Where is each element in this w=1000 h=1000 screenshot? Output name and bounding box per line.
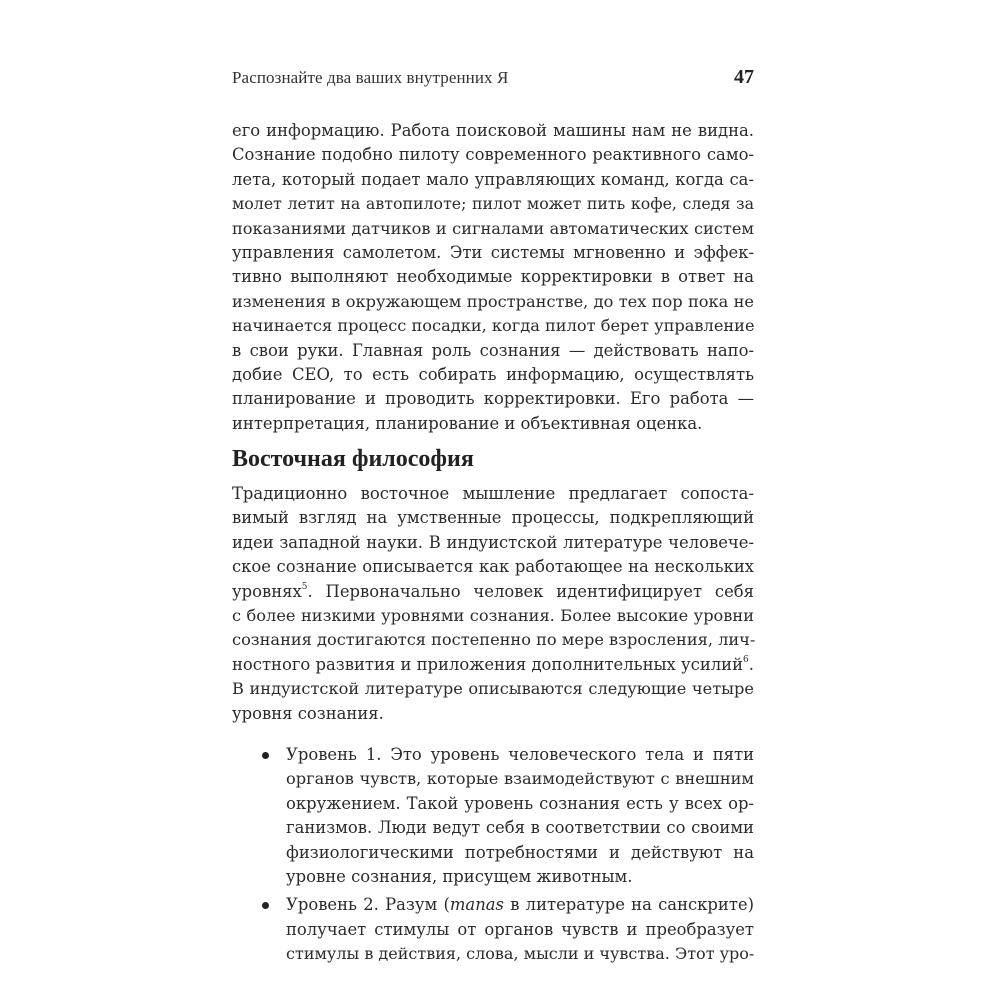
section-heading: Восточная философия xyxy=(232,446,474,472)
list-item xyxy=(262,893,754,966)
paragraph-2 xyxy=(232,482,754,726)
text-line: стимулы в действия, слова, мысли и чувства. Этот уро- xyxy=(286,944,755,964)
text-line: молет летит на автопилоте; пилот может пить кофе, следя за xyxy=(232,194,754,214)
text-line: в свои руки. Главная роль сознания — действовать напо- xyxy=(232,340,754,360)
text-line: его информацию. Работа поисковой машины нам не видна. xyxy=(232,121,754,140)
text-line: с более низкими уровнями сознания. Более высокие уровни xyxy=(232,605,754,625)
text-line: показаниями датчиков и сигналами автоматических систем xyxy=(232,218,754,238)
text-line: получает стимулы от органов чувств и преобразует xyxy=(286,919,754,939)
text-line: тивно выполняют необходимые корректировки в ответ на xyxy=(232,267,754,287)
list-item xyxy=(262,743,754,889)
text-line: планирование и проводить корректировки. Его работа — xyxy=(232,389,754,409)
text-line xyxy=(232,653,754,677)
levels-list xyxy=(262,743,754,967)
text-line: изменения в окружающем пространстве, до тех пор пока не xyxy=(232,291,754,311)
text-span: ностного развития и приложения дополнительных усилий xyxy=(232,654,744,674)
text-span: . xyxy=(748,654,754,674)
text-line: уровне сознания, присущем животным. xyxy=(286,866,633,886)
italic-term: manas xyxy=(449,895,504,915)
bullet-icon xyxy=(262,902,269,909)
running-header xyxy=(232,68,754,92)
text-span: . Первоначально человек идентифицирует себя xyxy=(307,581,754,601)
bullet-icon xyxy=(262,752,269,759)
footnote-ref-5[interactable]: 5 xyxy=(301,581,308,592)
text-span: в литературе на санскрите) xyxy=(503,895,755,915)
text-line: сознания достигаются постепенно по мере взросления, лич- xyxy=(232,630,756,650)
text-span: уровнях xyxy=(232,581,302,601)
text-line: начинается процесс посадки, когда пилот берет управление xyxy=(232,316,755,336)
text-line: вимый взгляд на умственные процессы, подкрепляющий xyxy=(232,508,754,528)
text-line: идеи западной науки. В индуистской литературе человече- xyxy=(232,532,754,552)
text-line: ганизмов. Люди ведут себя в соответствии со своими xyxy=(286,818,754,838)
text-line: Традиционно восточное мышление предлагает сопоста- xyxy=(232,484,754,503)
running-title: Распознайте два ваших внутренних Я xyxy=(232,68,509,87)
text-line: органов чувств, которые взаимодействуют с внешним xyxy=(286,769,754,789)
text-line: добие CEO, то есть собирать информацию, осуществлять xyxy=(232,364,754,384)
text-line: лета, который подает мало управляющих команд, когда са- xyxy=(232,169,754,189)
text-line: окружением. Такой уровень сознания есть у всех ор- xyxy=(286,793,754,813)
footnote-ref-6[interactable]: 6 xyxy=(743,654,749,665)
text-line: Уровень 1. Это уровень человеческого тела и пяти xyxy=(286,745,754,764)
text-line: уровня сознания. xyxy=(232,703,384,723)
page-number: 47 xyxy=(734,66,754,88)
text-line: Сознание подобно пилоту современного реактивного само- xyxy=(232,145,754,165)
text-line xyxy=(232,580,754,604)
text-line xyxy=(286,893,754,917)
text-line: физиологическими потребностями и действуют на xyxy=(286,842,754,862)
text-span: Уровень 2. Разум ( xyxy=(286,895,450,915)
text-line: интерпретация, планирование и объективная оценка. xyxy=(232,413,703,433)
text-line: управления самолетом. Эти системы мгновенно и эффек- xyxy=(232,242,754,262)
text-line: В индуистской литературе описываются следующие четыре xyxy=(232,679,754,699)
paragraph-1 xyxy=(232,119,754,436)
text-line: ское сознание описывается как работающее на нескольких xyxy=(232,557,754,577)
